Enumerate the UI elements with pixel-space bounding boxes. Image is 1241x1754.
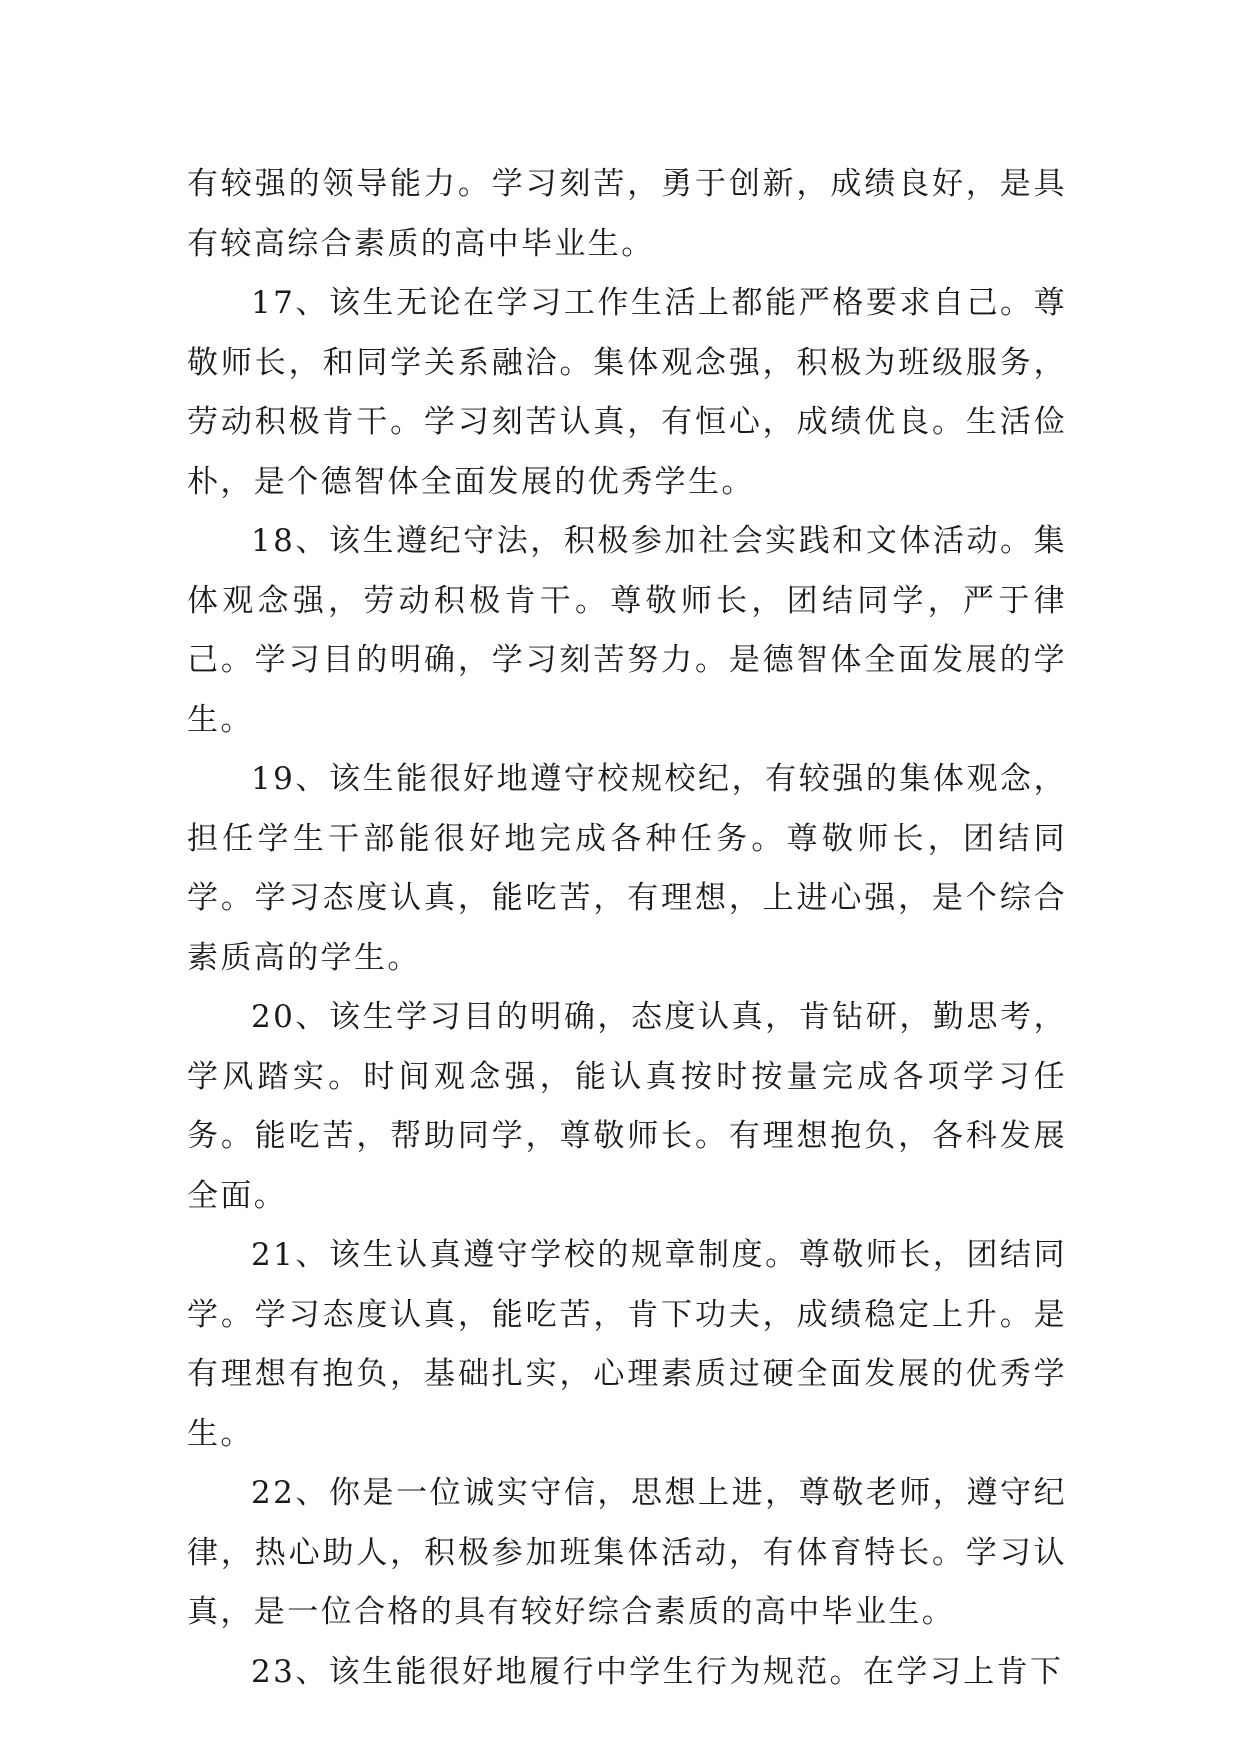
paragraph-20: 20、该生学习目的明确，态度认真，肯钻研，勤思考，学风踏实。时间观念强，能认真按时按量完成各项学习任务。能吃苦，帮助同学，尊敬师长。有理想抱负，各科发展全面。 [187, 999, 1067, 1214]
paragraph-17: 17、该生无论在学习工作生活上都能严格要求自己。尊敬师长，和同学关系融洽。集体观念强，积极为班级服务，劳动积极肯干。学习刻苦认真，有恒心，成绩优良。生活俭朴，是个德智体全面发展的优秀学生。 [187, 285, 1067, 500]
document-body [187, 155, 1067, 1702]
paragraph-continuation: 有较强的领导能力。学习刻苦，勇于创新，成绩良好，是具有较高综合素质的高中毕业生。 [187, 166, 1067, 262]
paragraph-22: 22、你是一位诚实守信，思想上进，尊敬老师，遵守纪律，热心助人，积极参加班集体活动，有体育特长。学习认真，是一位合格的具有较好综合素质的高中毕业生。 [187, 1475, 1067, 1630]
paragraph-19: 19、该生能很好地遵守校规校纪，有较强的集体观念，担任学生干部能很好地完成各种任务。尊敬师长，团结同学。学习态度认真，能吃苦，有理想，上进心强，是个综合素质高的学生。 [187, 761, 1067, 976]
paragraph-23: 23、该生能很好地履行中学生行为规范。在学习上肯下 [251, 1653, 1064, 1690]
paragraph-21: 21、该生认真遵守学校的规章制度。尊敬师长，团结同学。学习态度认真，能吃苦，肯下功夫，成绩稳定上升。是有理想有抱负，基础扎实，心理素质过硬全面发展的优秀学生。 [187, 1237, 1067, 1452]
paragraph-18: 18、该生遵纪守法，积极参加社会实践和文体活动。集体观念强，劳动积极肯干。尊敬师长，团结同学，严于律己。学习目的明确，学习刻苦努力。是德智体全面发展的学生。 [187, 523, 1067, 738]
